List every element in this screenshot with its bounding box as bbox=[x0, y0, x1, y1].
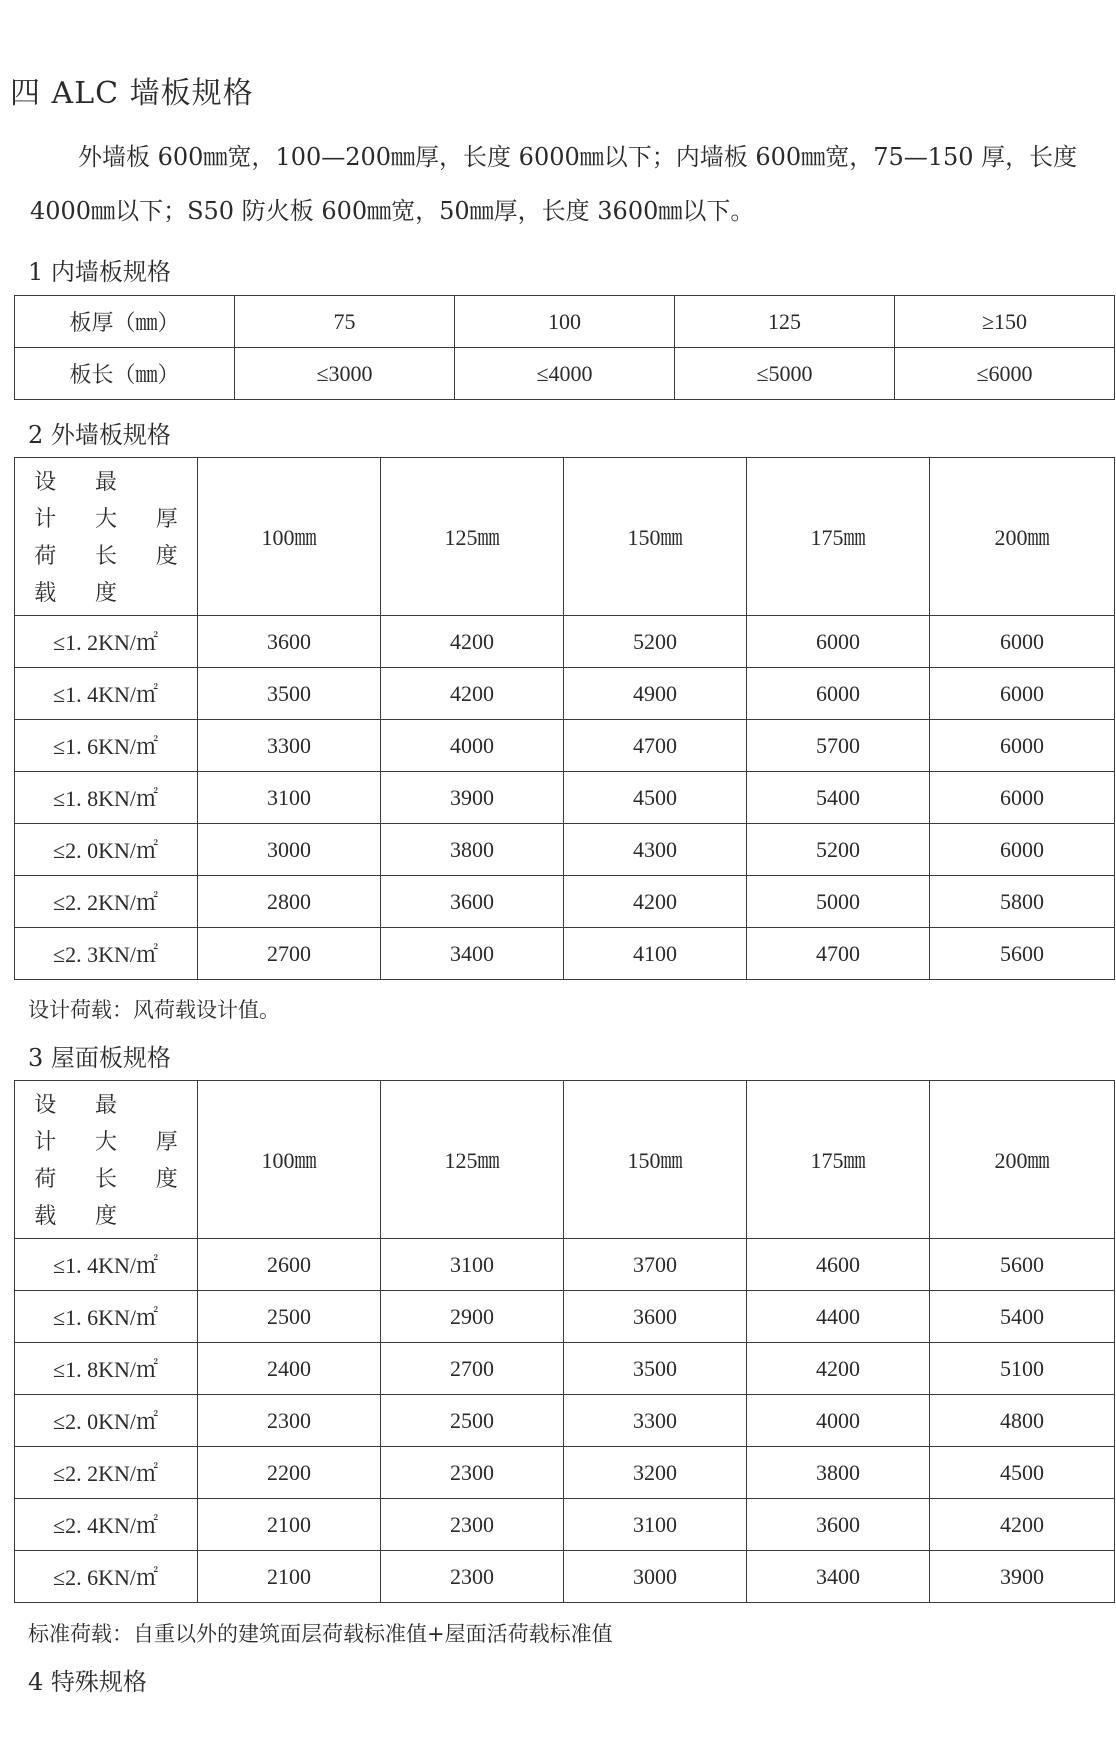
table-cell: 2400 bbox=[198, 1343, 381, 1395]
load-cell: ≤2. 4KN/㎡ bbox=[15, 1499, 198, 1551]
load-cell: ≤1. 6KN/㎡ bbox=[15, 720, 198, 772]
table-row bbox=[15, 616, 1115, 668]
table-cell: 3000 bbox=[198, 824, 381, 876]
table-cell: 3600 bbox=[381, 876, 564, 928]
table-cell: 4200 bbox=[381, 668, 564, 720]
table-cell: 125 bbox=[675, 296, 895, 348]
column-header: 175㎜ bbox=[747, 1081, 930, 1239]
table-row bbox=[15, 348, 1115, 400]
table-cell: 6000 bbox=[930, 772, 1115, 824]
table-cell: 6000 bbox=[747, 668, 930, 720]
table-cell: 4900 bbox=[564, 668, 747, 720]
section1-title: 1 内墙板规格 bbox=[28, 258, 171, 286]
table-cell: 3400 bbox=[747, 1551, 930, 1603]
table-cell: 5700 bbox=[747, 720, 930, 772]
load-cell: ≤1. 6KN/㎡ bbox=[15, 1291, 198, 1343]
table-cell: 6000 bbox=[747, 616, 930, 668]
table-cell: 5800 bbox=[930, 876, 1115, 928]
table-cell: 4000 bbox=[747, 1395, 930, 1447]
page-heading: 四 ALC 墙板规格 bbox=[10, 76, 254, 111]
table-cell: 3600 bbox=[747, 1499, 930, 1551]
section3-note: 标准荷载：自重以外的建筑面层荷载标准值+屋面活荷载标准值 bbox=[28, 1622, 613, 1646]
table-cell: 4700 bbox=[564, 720, 747, 772]
table-cell: ≤6000 bbox=[895, 348, 1115, 400]
intro-paragraph: 外墙板 600㎜宽，100—200㎜厚，长度 6000㎜以下；内墙板 600㎜宽，75—150 厚，长度 4000㎜以下；S50 防火板 600㎜宽，50㎜厚，长度 3600㎜以下。 bbox=[30, 143, 1078, 225]
table-cell: 2100 bbox=[198, 1499, 381, 1551]
table-cell: 5200 bbox=[747, 824, 930, 876]
inner-wall-table bbox=[14, 295, 1115, 400]
table-cell: 2100 bbox=[198, 1551, 381, 1603]
load-cell: ≤2. 2KN/㎡ bbox=[15, 876, 198, 928]
load-cell: ≤1. 2KN/㎡ bbox=[15, 616, 198, 668]
table-row bbox=[15, 296, 1115, 348]
column-header: 100㎜ bbox=[198, 1081, 381, 1239]
table-row bbox=[15, 876, 1115, 928]
header-design-load: 设 计 荷 载 bbox=[15, 458, 76, 616]
table-cell: 2300 bbox=[198, 1395, 381, 1447]
table-cell: 3800 bbox=[381, 824, 564, 876]
table-cell: 3800 bbox=[747, 1447, 930, 1499]
table-row bbox=[15, 720, 1115, 772]
table-cell: 2300 bbox=[381, 1499, 564, 1551]
table-cell: 2900 bbox=[381, 1291, 564, 1343]
table-cell: 2200 bbox=[198, 1447, 381, 1499]
table-cell: 3300 bbox=[198, 720, 381, 772]
table-row bbox=[15, 772, 1115, 824]
table-cell: 3100 bbox=[564, 1499, 747, 1551]
column-header: 200㎜ bbox=[930, 458, 1115, 616]
table-cell: 4000 bbox=[381, 720, 564, 772]
load-cell: ≤2. 2KN/㎡ bbox=[15, 1447, 198, 1499]
table-cell: 4200 bbox=[381, 616, 564, 668]
column-header: 125㎜ bbox=[381, 1081, 564, 1239]
table-row bbox=[15, 1395, 1115, 1447]
table-cell: 2500 bbox=[381, 1395, 564, 1447]
table-cell: 3900 bbox=[930, 1551, 1115, 1603]
table-cell: 75 bbox=[235, 296, 455, 348]
load-cell: ≤2. 0KN/㎡ bbox=[15, 1395, 198, 1447]
section4-title: 4 特殊规格 bbox=[28, 1668, 147, 1696]
column-header: 175㎜ bbox=[747, 458, 930, 616]
table-cell: 4200 bbox=[564, 876, 747, 928]
section3-title: 3 屋面板规格 bbox=[28, 1044, 171, 1072]
header-thickness: 厚 度 bbox=[137, 458, 198, 616]
table-row bbox=[15, 1551, 1115, 1603]
table-cell: 3600 bbox=[564, 1291, 747, 1343]
table-cell: 3500 bbox=[198, 668, 381, 720]
table-cell: 2500 bbox=[198, 1291, 381, 1343]
roof-panel-table bbox=[14, 1080, 1115, 1603]
table-cell: ≥150 bbox=[895, 296, 1115, 348]
table-cell: 4200 bbox=[930, 1499, 1115, 1551]
table-cell: 4200 bbox=[747, 1343, 930, 1395]
column-header: 150㎜ bbox=[564, 458, 747, 616]
table-cell: 4100 bbox=[564, 928, 747, 980]
section2-title: 2 外墙板规格 bbox=[28, 421, 171, 449]
table-cell: 3100 bbox=[198, 772, 381, 824]
table-cell: 6000 bbox=[930, 668, 1115, 720]
table-cell: 5200 bbox=[564, 616, 747, 668]
load-cell: ≤1. 4KN/㎡ bbox=[15, 668, 198, 720]
column-header: 150㎜ bbox=[564, 1081, 747, 1239]
table-cell: 3600 bbox=[198, 616, 381, 668]
load-cell: ≤2. 3KN/㎡ bbox=[15, 928, 198, 980]
section2-note: 设计荷载：风荷载设计值。 bbox=[28, 998, 280, 1022]
table-cell: 5100 bbox=[930, 1343, 1115, 1395]
table-cell: 5400 bbox=[747, 772, 930, 824]
load-cell: ≤1. 4KN/㎡ bbox=[15, 1239, 198, 1291]
table-row bbox=[15, 1291, 1115, 1343]
column-header: 125㎜ bbox=[381, 458, 564, 616]
load-cell: ≤1. 8KN/㎡ bbox=[15, 1343, 198, 1395]
table-header-row bbox=[15, 458, 1115, 616]
table-cell: 3700 bbox=[564, 1239, 747, 1291]
table-cell: 4800 bbox=[930, 1395, 1115, 1447]
row-label: 板厚（㎜） bbox=[15, 296, 235, 348]
row-label: 板长（㎜） bbox=[15, 348, 235, 400]
load-cell: ≤1. 8KN/㎡ bbox=[15, 772, 198, 824]
table-cell: 3500 bbox=[564, 1343, 747, 1395]
table-cell: 4500 bbox=[564, 772, 747, 824]
table-cell: 3200 bbox=[564, 1447, 747, 1499]
table-cell: 5600 bbox=[930, 928, 1115, 980]
table-cell: 2600 bbox=[198, 1239, 381, 1291]
table-header-row bbox=[15, 1081, 1115, 1239]
table-cell: 3400 bbox=[381, 928, 564, 980]
table-row bbox=[15, 928, 1115, 980]
table-row bbox=[15, 824, 1115, 876]
table-cell: 100 bbox=[455, 296, 675, 348]
table-cell: 3300 bbox=[564, 1395, 747, 1447]
table-cell: 6000 bbox=[930, 720, 1115, 772]
table-cell: 3000 bbox=[564, 1551, 747, 1603]
table-cell: 3100 bbox=[381, 1239, 564, 1291]
table-row bbox=[15, 1343, 1115, 1395]
header-max-length: 最 大 长 度 bbox=[76, 458, 137, 616]
table-cell: 5000 bbox=[747, 876, 930, 928]
table-cell: 2300 bbox=[381, 1447, 564, 1499]
header-design-load: 设 计 荷 载 bbox=[15, 1081, 76, 1239]
table-cell: 2800 bbox=[198, 876, 381, 928]
table-cell: 4400 bbox=[747, 1291, 930, 1343]
table-cell: 3900 bbox=[381, 772, 564, 824]
table-row bbox=[15, 1447, 1115, 1499]
table-cell: 5600 bbox=[930, 1239, 1115, 1291]
table-cell: ≤3000 bbox=[235, 348, 455, 400]
header-max-length: 最 大 长 度 bbox=[76, 1081, 137, 1239]
column-header: 200㎜ bbox=[930, 1081, 1115, 1239]
table-cell: ≤4000 bbox=[455, 348, 675, 400]
table-row bbox=[15, 1239, 1115, 1291]
load-cell: ≤2. 6KN/㎡ bbox=[15, 1551, 198, 1603]
column-header: 100㎜ bbox=[198, 458, 381, 616]
table-cell: 2700 bbox=[381, 1343, 564, 1395]
table-cell: 2700 bbox=[198, 928, 381, 980]
table-cell: 4600 bbox=[747, 1239, 930, 1291]
table-cell: 6000 bbox=[930, 824, 1115, 876]
header-thickness: 厚 度 bbox=[137, 1081, 198, 1239]
table-row bbox=[15, 1499, 1115, 1551]
table-row bbox=[15, 668, 1115, 720]
table-cell: 4300 bbox=[564, 824, 747, 876]
table-cell: 2300 bbox=[381, 1551, 564, 1603]
table-cell: 4700 bbox=[747, 928, 930, 980]
table-cell: 5400 bbox=[930, 1291, 1115, 1343]
table-cell: 4500 bbox=[930, 1447, 1115, 1499]
outer-wall-table bbox=[14, 457, 1115, 980]
table-cell: ≤5000 bbox=[675, 348, 895, 400]
table-cell: 6000 bbox=[930, 616, 1115, 668]
load-cell: ≤2. 0KN/㎡ bbox=[15, 824, 198, 876]
